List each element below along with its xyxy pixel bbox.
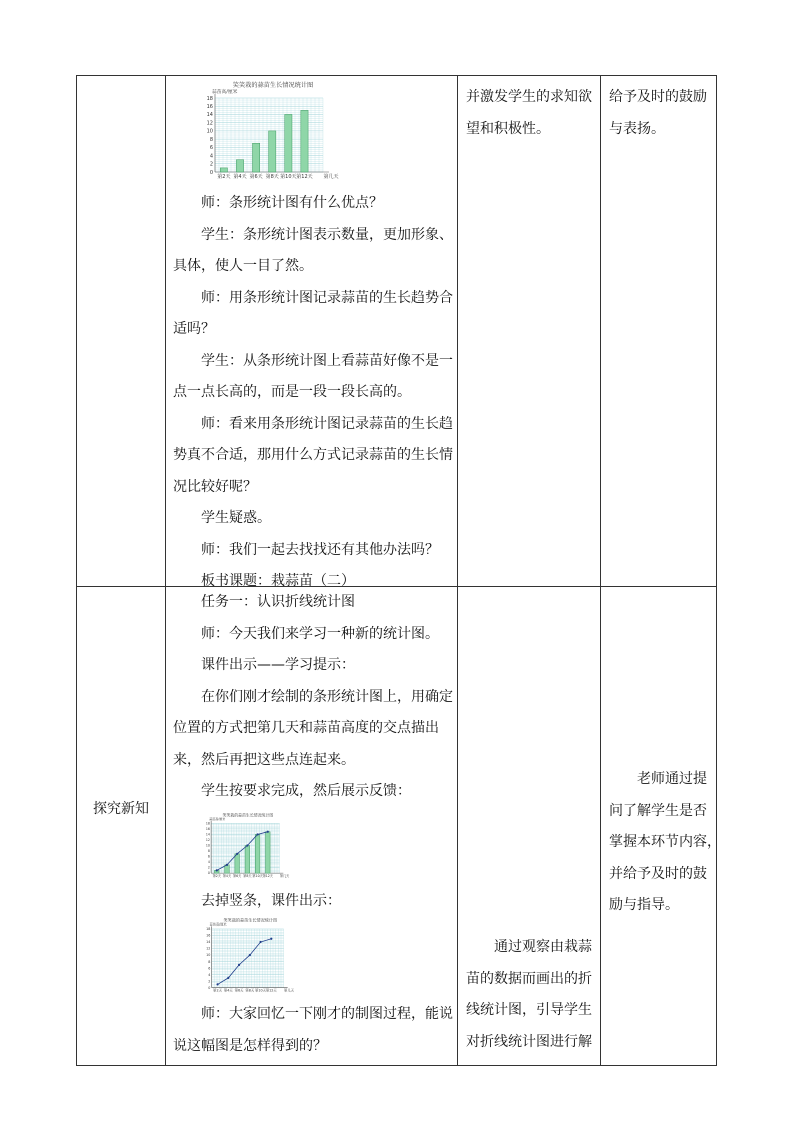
x-tick-label: 第12天 bbox=[296, 174, 313, 180]
text-line: 学生按要求完成，然后展示反馈： bbox=[201, 783, 411, 799]
x-tick-label: 第4天 bbox=[233, 174, 247, 180]
lesson-table bbox=[76, 75, 721, 1066]
y-axis-label: 蒜苗高/厘米 bbox=[209, 816, 226, 821]
x-tick-label: 第10天 bbox=[252, 873, 263, 878]
data-point bbox=[256, 833, 258, 835]
text-line: 师：我们一起去找找还有其他办法吗？ bbox=[201, 541, 439, 558]
data-point bbox=[226, 863, 228, 865]
y-tick-label: 2 bbox=[209, 161, 213, 168]
bar bbox=[252, 143, 259, 172]
text-line: 适吗？ bbox=[173, 321, 215, 337]
y-tick-label: 6 bbox=[207, 854, 210, 859]
data-point bbox=[249, 954, 251, 956]
x-tick-label: 第8天 bbox=[265, 174, 279, 180]
y-axis-label: 蒜苗高/厘米 bbox=[209, 922, 227, 927]
y-tick-label: 14 bbox=[205, 832, 210, 837]
x-tick-label: 第10天 bbox=[255, 988, 267, 993]
x-tick-label: 第6天 bbox=[249, 174, 263, 180]
purpose-line: 线统计图，引导学生 bbox=[466, 1002, 592, 1018]
purpose-line: 对折线统计图进行解 bbox=[466, 1033, 592, 1050]
x-tick-label: 第2天 bbox=[213, 988, 222, 993]
data-point bbox=[216, 983, 218, 985]
row1-purpose-cell bbox=[458, 76, 600, 145]
bar bbox=[255, 834, 260, 873]
row2-eval-cell bbox=[601, 764, 721, 922]
y-tick-label: 16 bbox=[206, 933, 211, 938]
eval-line: 励与指导。 bbox=[609, 897, 679, 913]
x-tick-label: 第12天 bbox=[265, 988, 277, 993]
bar-chart bbox=[199, 80, 349, 186]
x-tick-label: 第6天 bbox=[234, 988, 244, 993]
y-tick-label: 4 bbox=[207, 859, 210, 864]
x-tick-label: 第8天 bbox=[243, 873, 252, 878]
y-tick-label: 0 bbox=[209, 169, 213, 176]
y-tick-label: 10 bbox=[206, 953, 211, 958]
data-point bbox=[267, 830, 269, 832]
bar bbox=[236, 160, 243, 172]
text-line: 师：用条形统计图记录蒜苗的生长趋势合 bbox=[201, 289, 453, 306]
text-line: 势真不合适，那用什么方式记录蒜苗的生长情 bbox=[173, 447, 453, 463]
y-tick-label: 12 bbox=[206, 120, 213, 127]
text-line: 课件出示——学习提示： bbox=[201, 657, 355, 673]
y-tick-label: 6 bbox=[208, 966, 211, 971]
text-line: 况比较好呢？ bbox=[173, 478, 257, 495]
y-tick-label: 0 bbox=[207, 870, 210, 875]
bar bbox=[235, 853, 240, 872]
eval-line: 老师通过提 bbox=[637, 771, 707, 787]
text-line: 学生疑惑。 bbox=[201, 510, 271, 526]
eval-line: 给予及时的鼓励 bbox=[609, 89, 707, 105]
bar bbox=[285, 114, 292, 172]
y-tick-label: 18 bbox=[205, 821, 210, 826]
y-tick-label: 6 bbox=[209, 145, 213, 152]
y-tick-label: 4 bbox=[209, 153, 213, 160]
row2-process-cell bbox=[166, 587, 457, 1062]
text-line: 位置的方式把第几天和蒜苗高度的交点描出 bbox=[173, 720, 439, 736]
purpose-line: 望和积极性。 bbox=[466, 120, 550, 137]
data-point bbox=[216, 869, 218, 871]
chart-title: 笑笑栽的蒜苗生长情况统计图 bbox=[223, 917, 278, 923]
x-tick-label: 第2天 bbox=[212, 873, 221, 878]
data-point bbox=[270, 938, 272, 940]
stage-cell bbox=[77, 794, 165, 826]
line-chart bbox=[201, 917, 301, 997]
y-tick-label: 12 bbox=[205, 837, 210, 842]
purpose-line: 并激发学生的求知欲 bbox=[466, 89, 592, 105]
x-tick-label: 第10天 bbox=[280, 174, 297, 180]
data-point bbox=[227, 977, 229, 979]
purpose-line: 苗的数据而画出的折 bbox=[466, 970, 592, 987]
y-tick-label: 14 bbox=[206, 940, 211, 945]
data-point bbox=[236, 852, 238, 854]
chart-title: 笑笑栽的蒜苗生长情况统计图 bbox=[222, 811, 274, 817]
eval-line: 掌握本环节内容， bbox=[609, 834, 721, 850]
y-tick-label: 10 bbox=[206, 128, 213, 135]
text-line: 在你们刚才绘制的条形统计图上，用确定 bbox=[201, 688, 453, 705]
y-tick-label: 16 bbox=[205, 826, 210, 831]
y-tick-label: 2 bbox=[207, 865, 210, 870]
row1-text bbox=[173, 188, 451, 598]
y-tick-label: 18 bbox=[206, 95, 213, 102]
bar bbox=[301, 110, 308, 172]
eval-line: 与表扬。 bbox=[609, 120, 665, 137]
text-line: 任务一：认识折线统计图 bbox=[201, 594, 355, 610]
bar-line-chart bbox=[201, 812, 296, 882]
text-line: 来，然后再把这些点连起来。 bbox=[173, 751, 355, 768]
x-tick-label: 第2天 bbox=[217, 174, 231, 180]
y-tick-label: 12 bbox=[206, 946, 211, 951]
purpose-line: 通过观察由栽蒜 bbox=[494, 939, 592, 955]
data-point bbox=[238, 964, 240, 966]
x-tick-label: 第8天 bbox=[245, 988, 255, 993]
y-tick-label: 16 bbox=[206, 103, 213, 110]
x-axis-label: 第几天 bbox=[284, 988, 294, 993]
bar bbox=[269, 131, 276, 172]
y-tick-label: 0 bbox=[208, 985, 211, 990]
y-tick-label: 8 bbox=[208, 959, 211, 964]
bar bbox=[265, 831, 270, 872]
text-line: 师：看来用条形统计图记录蒜苗的生长趋 bbox=[201, 415, 453, 432]
data-point bbox=[259, 941, 261, 943]
y-tick-label: 4 bbox=[208, 972, 211, 977]
bar bbox=[220, 168, 227, 172]
y-tick-label: 8 bbox=[207, 848, 210, 853]
x-tick-label: 第4天 bbox=[222, 873, 232, 878]
x-tick-label: 第4天 bbox=[223, 988, 233, 993]
text-line: 学生：从条形统计图上看蒜苗好像不是一 bbox=[201, 352, 453, 369]
x-axis-label: 第几天 bbox=[323, 174, 339, 180]
x-tick-label: 第6天 bbox=[233, 873, 242, 878]
text-line: 师：条形统计图有什么优点？ bbox=[201, 195, 383, 211]
data-point bbox=[246, 844, 248, 846]
y-axis-label: 蒜苗高/厘米 bbox=[212, 90, 238, 95]
bar bbox=[245, 845, 250, 873]
x-axis-label: 第几天 bbox=[279, 873, 290, 878]
y-tick-label: 14 bbox=[206, 112, 213, 119]
text-line: 师：今天我们来学习一种新的统计图。 bbox=[201, 625, 439, 642]
text-line: 板书课题：栽蒜苗（二） bbox=[201, 573, 355, 589]
text-line: 师：大家回忆一下刚才的制图过程，能说 bbox=[201, 1006, 453, 1022]
column-divider bbox=[457, 76, 458, 1065]
text-line: 具体，使人一目了然。 bbox=[173, 258, 313, 274]
y-tick-label: 8 bbox=[209, 136, 213, 143]
text-line: 说这幅图是怎样得到的？ bbox=[173, 1037, 327, 1054]
text-line: 学生：条形统计图表示数量，更加形象、 bbox=[201, 226, 453, 243]
eval-line: 并给予及时的鼓 bbox=[609, 865, 707, 882]
eval-line: 问了解学生是否 bbox=[609, 802, 707, 819]
text-line: 点一点长高的，而是一段一段长高的。 bbox=[173, 384, 411, 400]
chart-title: 笑笑栽的蒜苗生长情况统计图 bbox=[232, 82, 314, 89]
x-tick-label: 第12天 bbox=[262, 873, 273, 878]
y-tick-label: 2 bbox=[208, 979, 211, 984]
y-tick-label: 18 bbox=[206, 927, 211, 932]
y-tick-label: 10 bbox=[205, 843, 210, 848]
row1-process-cell bbox=[166, 76, 457, 589]
stage-label: 探究新知 bbox=[93, 801, 149, 817]
text-line: 去掉竖条，课件出示： bbox=[201, 892, 341, 909]
row1-eval-cell bbox=[601, 76, 717, 145]
row2-purpose-cell bbox=[458, 932, 600, 1058]
